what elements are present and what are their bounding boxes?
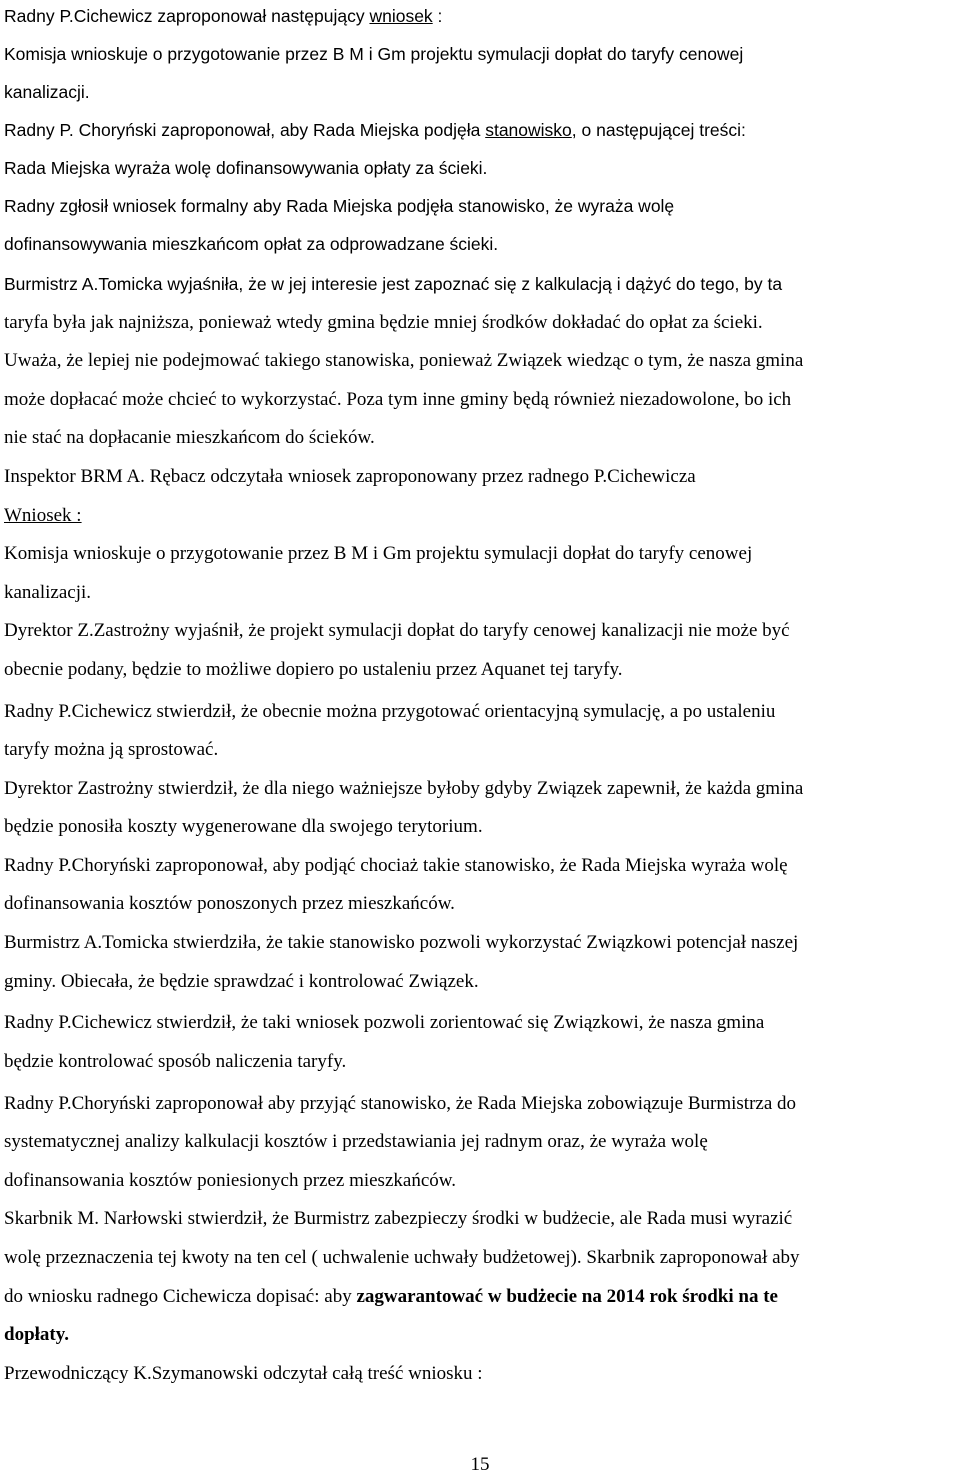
text-line: Radny P.Choryński zaproponował, aby podjąć chociaż takie stanowisko, że Rada Miejska wyraża wolę [4,855,788,876]
text-line: Rada Miejska wyraża wolę dofinansowywania opłaty za ścieki. [4,158,488,178]
underlined-word: stanowisko [485,120,572,140]
text-line: kanalizacji. [4,82,90,102]
text-line: Inspektor BRM A. Rębacz odczytała wniosek zaproponowany przez radnego P.Cichewicza [4,466,696,487]
text-line: Burmistrz A.Tomicka wyjaśniła, że w jej interesie jest zapoznać się z kalkulacją i dążyć do tego, by ta [4,274,783,294]
text-line: nie stać na dopłacanie mieszkańcom do ścieków. [4,427,375,448]
text-line: Burmistrz A.Tomicka stwierdziła, że takie stanowisko pozwoli wykorzystać Związkowi potencjał naszej [4,932,799,953]
bold-text-line: dopłaty. [4,1324,69,1345]
text-line: taryfa była jak najniższa, ponieważ wtedy gmina będzie mniej środków dokładać do opłat za ścieki. [4,312,763,333]
text-line: Komisja wnioskuje o przygotowanie przez B M i Gm projektu symulacji dopłat do taryfy cenowej [4,543,753,564]
text-line: do wniosku radnego Cichewicza dopisać: aby zagwarantować w budżecie na 2014 rok środki na te [4,1286,778,1307]
text-line: Komisja wnioskuje o przygotowanie przez B M i Gm projektu symulacji dopłat do taryfy cenowej [4,44,744,64]
text-line: dofinansowania kosztów poniesionych przez mieszkańców. [4,1170,456,1191]
text-line: dofinansowywania mieszkańcom opłat za odprowadzane ścieki. [4,234,499,254]
text-line: Dyrektor Zastrożny stwierdził, że dla niego ważniejsze byłoby gdyby Związek zapewnił, że każda gmina [4,778,804,799]
text-line: wolę przeznaczenia tej kwoty na ten cel ( uchwalenie uchwały budżetowej). Skarbnik zaproponował aby [4,1247,800,1268]
text-line: Dyrektor Z.Zastrożny wyjaśnił, że projekt symulacji dopłat do taryfy cenowej kanalizacji nie może być [4,620,790,641]
wniosek-heading: Wniosek : [4,505,82,526]
text-line: gminy. Obiecała, że będzie sprawdzać i kontrolować Związek. [4,971,479,992]
text-line: kanalizacji. [4,582,92,603]
text-line: Radny P.Cichewicz stwierdził, że taki wniosek pozwoli zorientować się Związkowi, że nasza gmina [4,1012,765,1033]
bold-text: zagwarantować w budżecie na 2014 rok środki na te [356,1286,778,1307]
text-line: Radny zgłosił wniosek formalny aby Rada Miejska podjęła stanowisko, że wyraża wolę [4,196,675,216]
text-line: będzie ponosiła koszty wygenerowane dla swojego terytorium. [4,816,483,837]
text-line: Radny P.Choryński zaproponował aby przyjąć stanowisko, że Rada Miejska zobowiązuje Burmistrza do [4,1093,797,1114]
text-line: dofinansowania kosztów ponoszonych przez mieszkańców. [4,893,455,914]
underlined-word: wniosek [369,6,433,26]
text-line: Radny P.Cichewicz zaproponował następujący wniosek : [4,6,443,26]
text-line: Radny P.Cichewicz stwierdził, że obecnie można przygotować orientacyjną symulację, a po ustaleniu [4,701,776,722]
text-line: Skarbnik M. Narłowski stwierdził, że Burmistrz zabezpieczy środki w budżecie, ale Rada musi wyrazić [4,1208,793,1229]
text-line: Radny P. Choryński zaproponował, aby Rada Miejska podjęła stanowisko, o następującej treści: [4,120,746,140]
text-line: Uważa, że lepiej nie podejmować takiego stanowiska, ponieważ Związek wiedząc o tym, że nasza gmina [4,350,804,371]
text-line: może dopłacać może chcieć to wykorzystać. Poza tym inne gminy będą również niezadowolone, bo ich [4,389,792,410]
text-line: będzie kontrolować sposób naliczenia taryfy. [4,1051,347,1072]
page-number: 15 [470,1454,490,1475]
text-line: obecnie podany, będzie to możliwe dopiero po ustaleniu przez Aquanet tej taryfy. [4,659,623,680]
text-line: Przewodniczący K.Szymanowski odczytał całą treść wniosku : [4,1363,483,1384]
text-line: systematycznej analizy kalkulacji kosztów i przedstawiania jej radnym oraz, że wyraża wolę [4,1131,708,1152]
text-line: taryfy można ją sprostować. [4,739,219,760]
